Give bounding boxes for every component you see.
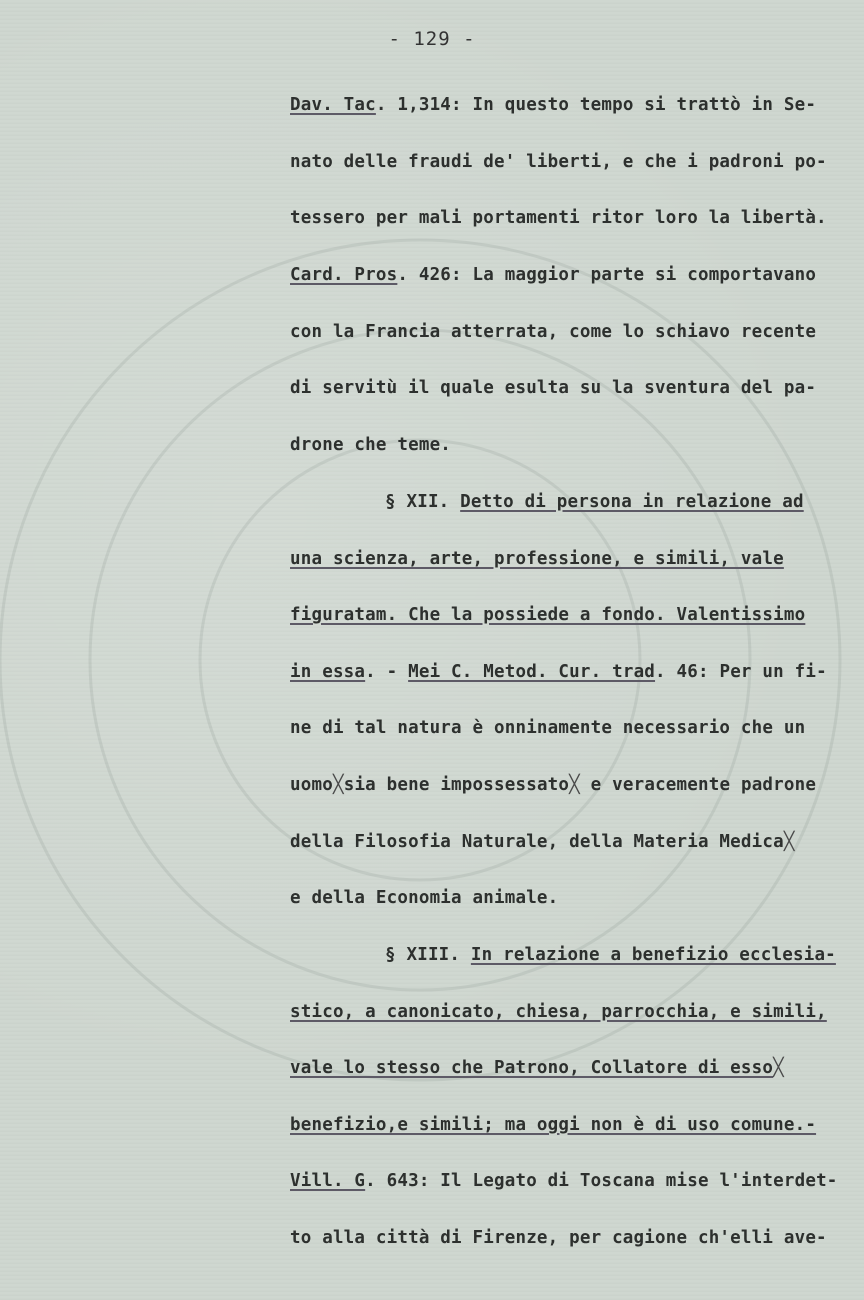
underlined-text: Mei C. Metod. Cur. trad: [408, 662, 656, 682]
underlined-text: stico, a canonicato, chiesa, parrocchia, e simili,: [290, 1002, 827, 1022]
text-line: [290, 322, 816, 342]
text-line: [290, 832, 795, 852]
text-segment: drone che teme.: [290, 435, 452, 455]
text-line: [290, 1228, 827, 1248]
page-number: - 129 -: [388, 28, 476, 50]
text-segment: nato delle fraudi de' liberti, e che i padroni po-: [290, 152, 827, 172]
underlined-text: una scienza, arte, professione, e simili, vale: [290, 549, 784, 569]
text-segment: e della Economia animale.: [290, 888, 559, 908]
underlined-text: figuratam. Che la possiede a fondo. Valentissimo: [290, 605, 806, 625]
underlined-text: Detto di persona in relazione ad: [460, 492, 804, 512]
correction-mark: ╳: [332, 775, 344, 795]
text-line: [290, 152, 827, 172]
text-line: [385, 492, 804, 512]
text-segment: . -: [365, 662, 409, 682]
correction-mark: ╳: [773, 1058, 784, 1078]
text-line: [290, 265, 816, 285]
text-line: [290, 775, 816, 795]
text-line: [290, 95, 816, 115]
text-line: [290, 605, 805, 625]
correction-mark: ╳: [783, 832, 795, 852]
text-line: [290, 208, 827, 228]
underlined-text: benefizio,e simili; ma oggi non è di uso comune.-: [290, 1115, 817, 1135]
underlined-text: vale lo stesso che Patrono, Collatore di esso: [290, 1058, 774, 1078]
text-line: [290, 888, 558, 908]
text-segment: . 1,314: In questo tempo si trattò in Se-: [375, 95, 817, 115]
text-line: [290, 1002, 827, 1022]
underlined-text: Dav. Tac: [290, 95, 376, 115]
underlined-text: In relazione a benefizio ecclesia-: [470, 945, 836, 965]
underlined-text: in essa: [290, 662, 366, 682]
text-segment: uomo: [290, 775, 333, 795]
underlined-text: Card. Pros: [290, 265, 398, 285]
underlined-text: Vill. G: [290, 1171, 366, 1191]
text-segment: § XII.: [385, 492, 461, 512]
text-line: [290, 1115, 816, 1135]
text-segment: sia bene impossessato: [343, 775, 570, 795]
text-segment: della Filosofia Naturale, della Materia Medica: [290, 832, 784, 852]
text-line: [290, 1171, 838, 1191]
text-segment: ne di tal natura è onninamente necessario che un: [290, 718, 806, 738]
text-segment: con la Francia atterrata, come lo schiavo recente: [290, 322, 817, 342]
text-line: [290, 435, 451, 455]
text-segment: e veracemente padrone: [579, 775, 817, 795]
text-segment: . 46: Per un fi-: [655, 662, 827, 682]
text-segment: di servitù il quale esulta su la sventura del pa-: [290, 378, 817, 398]
text-segment: . 426: La maggior parte si comportavano: [397, 265, 817, 285]
text-line: [290, 549, 784, 569]
text-line: [290, 1058, 784, 1078]
text-segment: tessero per mali portamenti ritor loro la libertà.: [290, 208, 827, 228]
text-line: [290, 718, 805, 738]
text-line: [290, 378, 816, 398]
correction-mark: ╳: [569, 775, 580, 795]
text-segment: . 643: Il Legato di Toscana mise l'interdet-: [365, 1171, 838, 1191]
text-line: [385, 945, 836, 965]
text-segment: § XIII.: [385, 945, 471, 965]
text-line: [290, 662, 827, 682]
text-segment: to alla città di Firenze, per cagione ch'elli ave-: [290, 1228, 827, 1248]
